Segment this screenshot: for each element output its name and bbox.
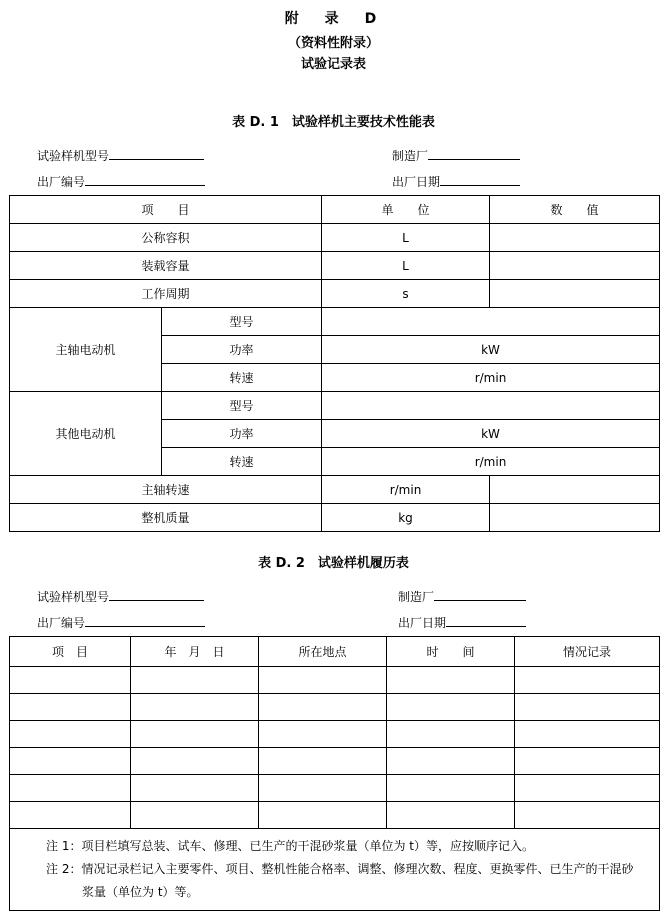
table1-model-label: 试验样机型号 — [37, 149, 110, 163]
table1-maker-field — [392, 146, 520, 164]
table1-date-field — [392, 172, 520, 190]
table2-serial-field — [37, 613, 205, 631]
header-value: 数 值 — [490, 196, 660, 224]
cell[interactable] — [10, 721, 131, 748]
other-motor-label: 其他电动机 — [10, 392, 162, 476]
cell[interactable] — [387, 802, 515, 829]
table1-performance — [9, 195, 660, 532]
table1-model-field — [37, 146, 204, 164]
row-value-cell[interactable] — [490, 476, 660, 504]
header-unit: 单 位 — [322, 196, 490, 224]
header-record: 情况记录 — [515, 637, 660, 667]
note-2-continued: 浆量（单位为 t）等。 — [82, 885, 199, 899]
main-motor-label: 主轴电动机 — [10, 308, 162, 392]
sub-unit-value[interactable]: kW — [322, 420, 660, 448]
table1-maker-label: 制造厂 — [392, 149, 429, 163]
row-value-cell[interactable] — [490, 224, 660, 252]
row-item: 公称容积 — [10, 224, 322, 252]
appendix-title: 附 录 D — [284, 11, 383, 27]
cell[interactable] — [131, 694, 259, 721]
table-row — [10, 476, 660, 504]
row-unit: L — [322, 252, 490, 280]
cell[interactable] — [387, 775, 515, 802]
table2-serial-label: 出厂编号 — [37, 616, 86, 630]
cell[interactable] — [259, 802, 387, 829]
table-row — [10, 775, 660, 802]
cell[interactable] — [131, 775, 259, 802]
row-item: 装载容量 — [10, 252, 322, 280]
header-location: 所在地点 — [259, 637, 387, 667]
row-unit: r/min — [322, 476, 490, 504]
table2-maker-label: 制造厂 — [398, 590, 435, 604]
table1-caption: 表 D. 1 试验样机主要技术性能表 — [232, 115, 435, 130]
appendix-subtitle: （资料性附录） — [287, 36, 379, 51]
table1-model-blank[interactable] — [109, 146, 204, 160]
table-row — [10, 694, 660, 721]
sub-item: 型号 — [162, 308, 322, 336]
table2-date-label: 出厂日期 — [398, 616, 447, 630]
table2-caption: 表 D. 2 试验样机履历表 — [258, 556, 409, 571]
cell[interactable] — [387, 694, 515, 721]
cell[interactable] — [515, 667, 660, 694]
cell[interactable] — [10, 748, 131, 775]
table2-maker-field — [398, 587, 526, 605]
table1-maker-blank[interactable] — [428, 146, 520, 160]
cell[interactable] — [10, 775, 131, 802]
sub-unit-value[interactable]: r/min — [322, 448, 660, 476]
cell[interactable] — [10, 667, 131, 694]
table1-serial-field — [37, 172, 205, 190]
row-unit: kg — [322, 504, 490, 532]
cell[interactable] — [131, 802, 259, 829]
row-item: 工作周期 — [10, 280, 322, 308]
header-item: 项 目 — [10, 637, 131, 667]
table-row — [10, 224, 660, 252]
header-item: 项 目 — [10, 196, 322, 224]
table-header-row — [10, 196, 660, 224]
cell[interactable] — [387, 667, 515, 694]
appendix-heading: 试验记录表 — [300, 57, 366, 72]
sub-unit-value[interactable] — [322, 392, 660, 420]
sub-unit-value[interactable]: r/min — [322, 364, 660, 392]
table2-date-field — [398, 613, 526, 631]
table1-serial-blank[interactable] — [85, 172, 205, 186]
table2-date-blank[interactable] — [446, 613, 526, 627]
cell[interactable] — [515, 802, 660, 829]
table1-serial-label: 出厂编号 — [37, 175, 86, 189]
cell[interactable] — [131, 748, 259, 775]
table-row — [10, 504, 660, 532]
table-row — [10, 252, 660, 280]
note-1: 注 1：项目栏填写总装、试车、修理、已生产的干混砂浆量（单位为 t）等，应按顺序记入。 — [46, 839, 534, 853]
table1-date-blank[interactable] — [440, 172, 520, 186]
table-row — [10, 802, 660, 829]
header-time: 时 间 — [387, 637, 515, 667]
cell[interactable] — [10, 694, 131, 721]
cell[interactable] — [515, 775, 660, 802]
table-header-row — [10, 637, 660, 667]
table2-model-field — [37, 587, 204, 605]
cell[interactable] — [515, 694, 660, 721]
table-row — [10, 748, 660, 775]
cell[interactable] — [259, 667, 387, 694]
cell[interactable] — [515, 748, 660, 775]
row-item: 主轴转速 — [10, 476, 322, 504]
cell[interactable] — [259, 748, 387, 775]
table-row — [10, 721, 660, 748]
sub-item: 型号 — [162, 392, 322, 420]
table2-history — [9, 636, 660, 911]
cell[interactable] — [131, 667, 259, 694]
table-row — [10, 308, 660, 336]
table2-model-label: 试验样机型号 — [37, 590, 110, 604]
row-value-cell[interactable] — [490, 504, 660, 532]
note-2: 注 2：情况记录栏记入主要零件、项目、整机性能合格率、调整、修理次数、程度、更换零件、已生产的干混砂 — [46, 862, 634, 876]
row-value-cell[interactable] — [490, 280, 660, 308]
row-item: 整机质量 — [10, 504, 322, 532]
cell[interactable] — [387, 748, 515, 775]
table2-model-blank[interactable] — [109, 587, 204, 601]
sub-item: 转速 — [162, 448, 322, 476]
notes-row — [10, 829, 660, 911]
table1-date-label: 出厂日期 — [392, 175, 441, 189]
cell[interactable] — [259, 721, 387, 748]
row-value-cell[interactable] — [490, 252, 660, 280]
row-unit: L — [322, 224, 490, 252]
sub-unit-value[interactable] — [322, 308, 660, 336]
table2-maker-blank[interactable] — [434, 587, 526, 601]
header-date: 年 月 日 — [131, 637, 259, 667]
notes-cell — [10, 829, 660, 911]
cell[interactable] — [515, 721, 660, 748]
sub-item: 转速 — [162, 364, 322, 392]
table-row — [10, 392, 660, 420]
cell[interactable] — [259, 694, 387, 721]
cell[interactable] — [131, 721, 259, 748]
table2-serial-blank[interactable] — [85, 613, 205, 627]
sub-unit-value[interactable]: kW — [322, 336, 660, 364]
cell[interactable] — [259, 775, 387, 802]
cell[interactable] — [10, 802, 131, 829]
sub-item: 功率 — [162, 420, 322, 448]
row-unit: s — [322, 280, 490, 308]
cell[interactable] — [387, 721, 515, 748]
table-row — [10, 280, 660, 308]
sub-item: 功率 — [162, 336, 322, 364]
table-row — [10, 667, 660, 694]
